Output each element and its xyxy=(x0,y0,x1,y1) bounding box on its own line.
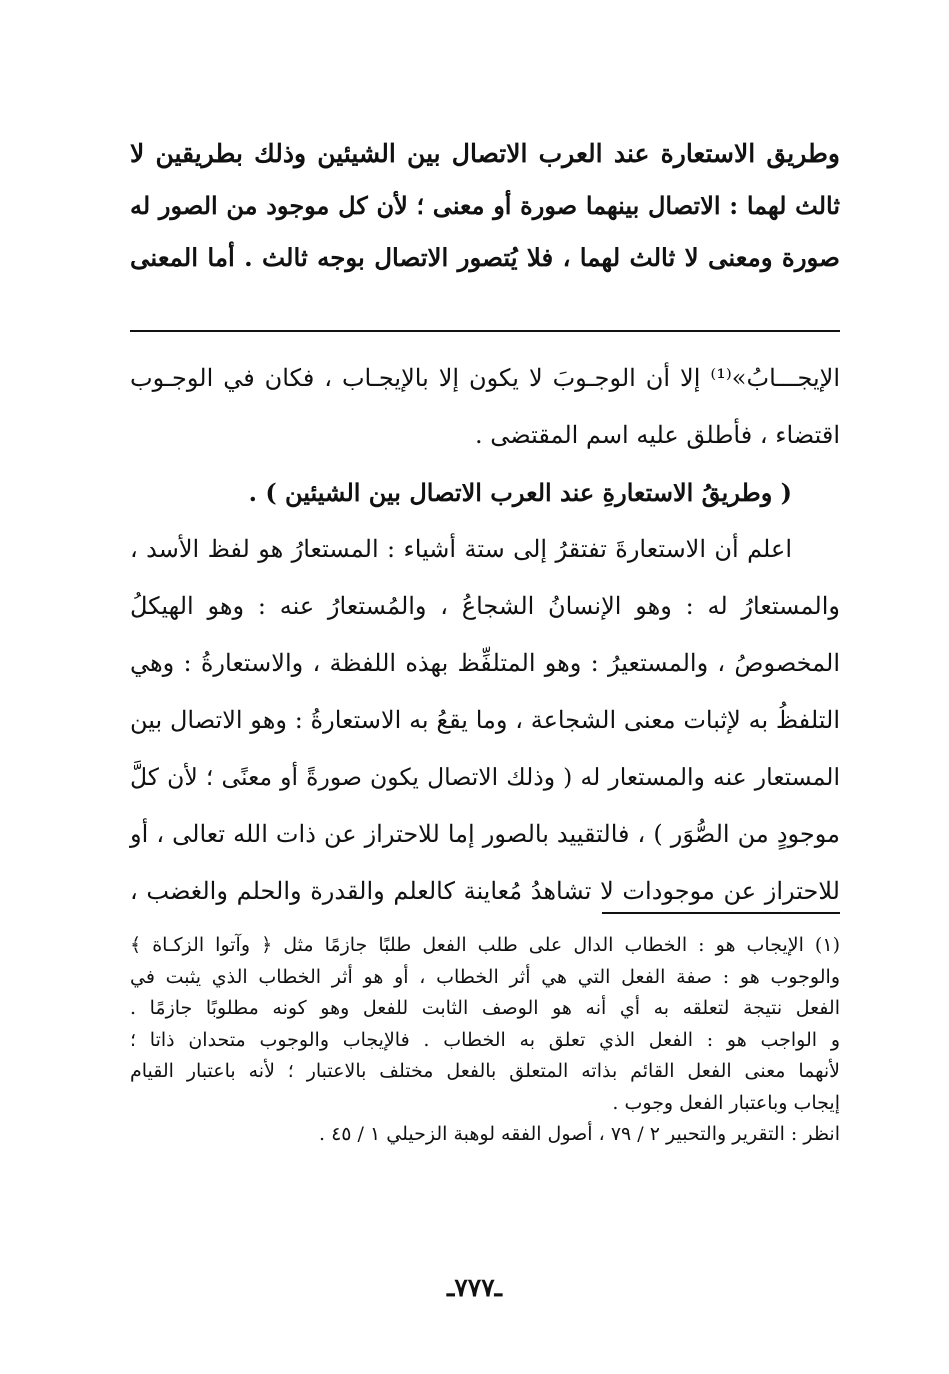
matn-text xyxy=(130,128,840,284)
commentary-line: للاحتراز عن موجودات لا تشاهدُ مُعاينة كالعلم والقدرة والحلم والغضب ، xyxy=(130,877,840,905)
commentary-text xyxy=(130,350,840,920)
page-number: ـ٧٧٧ـ xyxy=(447,1273,502,1302)
matn-separator-rule xyxy=(130,330,840,332)
commentary-line: المخصوصُ ، والمستعيرُ : وهو المتلفِّظ بهذه اللفظة ، والاستعارةُ : وهي xyxy=(130,649,840,677)
footnote-line: (١) الإيجاب هو : الخطاب الدال على طلب الفعل طلبًا جازمًا مثل ﴿ وآتوا الزكـاة ﴾ xyxy=(130,934,840,956)
commentary-line: المستعار عنه والمستعار له ( وذلك الاتصال يكون صورةً أو معنًى ؛ لأن كلَّ xyxy=(130,763,840,791)
matn-line: وطريق الاستعارة عند العرب الاتصال بين الشيئين وذلك بطريقين لا xyxy=(130,139,840,168)
commentary-line: الإيجـــابُ»⁽¹⁾ إلا أن الوجـوبَ لا يكون إلا بالإيجـاب ، فكان في الوجـوب xyxy=(130,364,840,392)
footnote-line: والوجوب هو : صفة الفعل التي هي أثر الخطاب ، أو هو أثر الخطاب الذي يثبت في xyxy=(130,965,840,988)
commentary-quoted-heading: ( وطريقُ الاستعارةِ عند العرب الاتصال بين الشيئين ) . xyxy=(248,478,792,507)
footnote-reference-line: انظر : التقرير والتحبير ٢ / ٧٩ ، أصول الفقه لوهبة الزحيلي ١ / ٤٥ . xyxy=(319,1123,840,1145)
footnote-line: و الواجب هو : الفعل الذي تعلق به الخطاب . فالإيجاب والوجوب متحدان ذاتا ؛ xyxy=(130,1028,840,1051)
footnote-line: إيجاب وباعتبار الفعل وجوب . xyxy=(612,1091,840,1114)
commentary-line: التلفظُ به لإثبات معنى الشجاعة ، وما يقعُ به الاستعارةُ : وهو الاتصال بين xyxy=(130,706,840,734)
footnote-separator-rule xyxy=(602,912,840,914)
matn-line: ثالث لهما : الاتصال بينهما صورة أو معنى ؛ لأن كل موجود من الصور له xyxy=(130,191,840,220)
footnote-line: الفعل نتيجة لتعلقه به أي أنه هو الوصف الثابت للفعل وهو كونه مطلوبًا جازمًا . xyxy=(130,997,840,1019)
footnotes xyxy=(130,930,840,1151)
commentary-line: والمستعارُ له : وهو الإنسانُ الشجاعُ ، والمُستعارُ عنه : وهو الهيكلُ xyxy=(130,592,840,620)
commentary-line: اعلم أن الاستعارةَ تفتقرُ إلى ستة أشياء : المستعارُ هو لفظ الأسد ، xyxy=(130,535,792,563)
footnote-line: لأنهما معنى الفعل القائم بذاته المتعلق بالفعل مختلف بالاعتبار ؛ لأنه باعتبار القيام xyxy=(130,1060,840,1082)
matn-line: صورة ومعنى لا ثالث لهما ، فلا يُتصور الاتصال بوجه ثالث . أما المعنى xyxy=(130,243,840,272)
commentary-line: موجودٍ من الصُّوَر ) ، فالتقييد بالصور إما للاحتراز عن ذات الله تعالى ، أو xyxy=(130,820,840,848)
commentary-line: اقتضاء ، فأطلق عليه اسم المقتضى . xyxy=(475,421,840,449)
